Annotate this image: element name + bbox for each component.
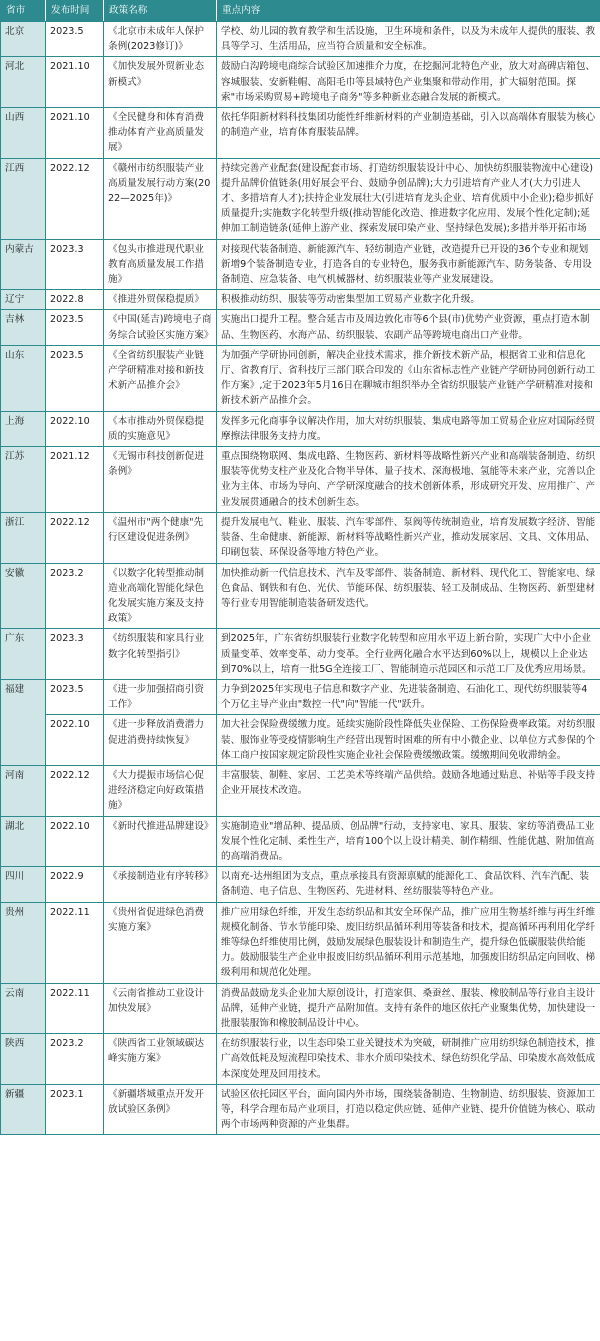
table-row — [1, 290, 600, 310]
policy-cell: 《全省纺织服装产业链产学研精准对接和新技术新产品推介会》 — [104, 345, 217, 411]
content-cell: 依托华阳新材料科技集团功能性纤维新材料的产业制造基础，引入以高端体育服装为核心的制造产业，培育体育服装品牌。 — [217, 108, 600, 159]
table-row — [1, 447, 600, 513]
content-cell: 实施出口提升工程。整合延吉市及周边敦化市等6个县(市)优势产业资源，重点打造木制品、生物医药、水海产品、纺织服装、农副产品等跨境电商出口产业带。 — [217, 310, 600, 345]
table-row — [1, 715, 600, 766]
policy-cell: 《推进外贸保稳提质》 — [104, 290, 217, 310]
policy-cell: 《进一步加强招商引资工作》 — [104, 679, 217, 714]
table-row — [1, 57, 600, 108]
content-cell: 学校、幼儿园的教育教学和生活设施，卫生环境和条件，以及为未成年人提供的服装、教具等学习、生活用品，应当符合质量和安全标准。 — [217, 22, 600, 57]
date-cell: 2021.10 — [46, 57, 104, 108]
province-cell: 四川 — [1, 867, 46, 902]
policy-cell: 《陕西省工业领域碳达峰实施方案》 — [104, 1034, 217, 1085]
date-cell: 2023.3 — [46, 629, 104, 680]
province-cell: 山西 — [1, 108, 46, 159]
policy-cell: 《本市推动外贸保稳提质的实施意见》 — [104, 411, 217, 446]
policy-cell: 《全民健身和体育消费推动体育产业高质量发展》 — [104, 108, 217, 159]
province-cell: 安徽 — [1, 563, 46, 629]
date-cell: 2023.2 — [46, 1034, 104, 1085]
table-row — [1, 867, 600, 902]
content-cell: 实施制造业"增品种、提品质、创品牌"行动，支持家电、家具、服装、家纺等消费品工业发展个性化定制、柔性生产，培育100个以上设计精美、制作精细、性能优越、附加值高的高端消费品。 — [217, 816, 600, 867]
content-cell: 在纺织服装行业，以生态印染工业关键技术为突破，研制推广应用纺织绿色制造技术，推广高效低耗及短流程印染技术、非水介质印染技术、绿色纺织化学品、印染废水高效低成本深度处理及回用技术。 — [217, 1034, 600, 1085]
table-row — [1, 22, 600, 57]
date-cell: 2022.11 — [46, 983, 104, 1034]
date-cell: 2023.5 — [46, 22, 104, 57]
table-row — [1, 345, 600, 411]
policy-cell: 《进一步释放消费潜力促进消费持续恢复》 — [104, 715, 217, 766]
province-cell: 浙江 — [1, 512, 46, 563]
policy-cell: 《无锡市科技创新促进条例》 — [104, 447, 217, 513]
province-cell: 辽宁 — [1, 290, 46, 310]
province-cell: 贵州 — [1, 902, 46, 983]
province-cell: 上海 — [1, 411, 46, 446]
policy-cell: 《承接制造业有序转移》 — [104, 867, 217, 902]
content-cell: 提升发展电气、鞋业、服装、汽车零部件、泵阀等传统制造业，培育发展数字经济、智能装备、生命健康、新能源、新材料等战略性新兴产业，推动发展家居、文具、文体用品、印刷包装、环保设备等地方特色产业。 — [217, 512, 600, 563]
table-body — [1, 22, 600, 1135]
policy-cell: 《中国(延吉)跨境电子商务综合试验区实施方案》 — [104, 310, 217, 345]
province-cell: 河北 — [1, 57, 46, 108]
date-cell: 2022.11 — [46, 902, 104, 983]
date-cell: 2023.5 — [46, 345, 104, 411]
province-cell: 云南 — [1, 983, 46, 1034]
header-policy: 政策名称 — [104, 1, 217, 22]
content-cell: 鼓励白沟跨境电商综合试验区加速推介力度，在挖掘河北特色产业，放大对高碑店箱包、容城服装、安新鞋帽、高阳毛巾等县域特色产业集聚和带动作用，扩大辐射范围。探索"市场采购贸易+跨境电子商务"等多种新业态融合发展的新模式。 — [217, 57, 600, 108]
policy-cell: 《加快发展外贸新业态新模式》 — [104, 57, 217, 108]
table-row — [1, 1084, 600, 1135]
content-cell: 消费品鼓励龙头企业加大原创设计，打造家俱、桑蚕丝、服装、橡胶制品等行业自主设计品牌，延伸产业链，提升产品附加值。支持有条件的地区依托产业聚集优势，加快建设一批服装服饰和橡胶制品设计中心。 — [217, 983, 600, 1034]
content-cell: 加大社会保险费缓缴力度。延续实施阶段性降低失业保险、工伤保险费率政策。对纺织服装、服饰业等受疫情影响生产经营出现暂时困难的所有中小微企业、以单位方式参保的个体工商户按国家规定阶段性实施企业社会保险费缓缴政策。缓缴期间免收滞纳金。 — [217, 715, 600, 766]
policy-cell: 《贵州省促进绿色消费实施方案》 — [104, 902, 217, 983]
date-cell: 2022.10 — [46, 411, 104, 446]
content-cell: 试验区依托园区平台，面向国内外市场，围绕装备制造、生物制造、纺织服装、资源加工等，科学合理布局产业项目，打造以稳定供应链、延伸产业链、提升价值链为核心、联动两个市场两种资源的产业集群。 — [217, 1084, 600, 1135]
province-cell: 福建 — [1, 679, 46, 765]
province-cell: 广东 — [1, 629, 46, 680]
table-row — [1, 512, 600, 563]
province-cell: 陕西 — [1, 1034, 46, 1085]
header-row — [1, 1, 600, 22]
header-content: 重点内容 — [217, 1, 600, 22]
date-cell: 2023.5 — [46, 679, 104, 714]
content-cell: 持续完善产业配套(建设配套市场、打造纺织服装设计中心、加快纺织服装物流中心建设)提升品牌价值链条(用好展会平台、鼓励争创品牌);大力引进培育产业人才(大力引进人才、多措培育人才);扶持企业发展壮大(引进培育龙头企业、培育优质中小企业);稳步抓好质量提升;实施数字化转型升级(推动智能化改造、推进数字化应用、发展个性化定制);延伸加工制造链条(延伸上游产业、探索发展印染产业、坚持绿色发展);多措并举开拓市场 — [217, 158, 600, 239]
policy-cell: 《以数字化转型推动制造业高端化智能化绿色化发展实施方案及支持政策》 — [104, 563, 217, 629]
date-cell: 2023.2 — [46, 563, 104, 629]
content-cell: 推广应用绿色纤维，开发生态纺织品和其安全环保产品，推广应用生物基纤维与再生纤维规模化制备、节水节能印染、废旧纺织品循环利用等装备和技术，提高循环再利用化学纤维等绿色纤维使用比例，鼓励发展绿色服装设计和制造生产，提升绿色低碳服装供给能力。鼓励服装生产企业申报废旧纺织品循环利用示范基地，加强废旧纺织品定向回收、梯级利用和规范化处理。 — [217, 902, 600, 983]
date-cell: 2022.12 — [46, 512, 104, 563]
date-cell: 2023.5 — [46, 310, 104, 345]
policy-cell: 《云南省推动工业设计加快发展》 — [104, 983, 217, 1034]
content-cell: 发挥多元化商事争议解决作用，加大对纺织服装、集成电路等加工贸易企业应对国际经贸摩擦法律服务支持力度。 — [217, 411, 600, 446]
table-row — [1, 563, 600, 629]
content-cell: 积极推动纺织、服装等劳动密集型加工贸易产业数字化升级。 — [217, 290, 600, 310]
date-cell: 2022.9 — [46, 867, 104, 902]
date-cell: 2022.8 — [46, 290, 104, 310]
province-cell: 江西 — [1, 158, 46, 239]
table-row — [1, 310, 600, 345]
content-cell: 加快推动新一代信息技术、汽车及零部件、装备制造、新材料、现代化工、智能家电、绿色食品、钢铁和有色、光伏、节能环保、纺织服装、轻工及制成品、生物医药、新型建材等行业专用智能制造装备研发迭代。 — [217, 563, 600, 629]
province-cell: 北京 — [1, 22, 46, 57]
date-cell: 2022.12 — [46, 158, 104, 239]
table-row — [1, 1034, 600, 1085]
table-row — [1, 239, 600, 290]
date-cell: 2021.10 — [46, 108, 104, 159]
content-cell: 丰富服装、制鞋、家居、工艺美术等终端产品供给。鼓励各地通过贴息、补贴等手段支持企业开展技术改造。 — [217, 765, 600, 816]
date-cell: 2022.10 — [46, 715, 104, 766]
province-cell: 吉林 — [1, 310, 46, 345]
date-cell: 2023.1 — [46, 1084, 104, 1135]
content-cell: 到2025年，广东省纺织服装行业数字化转型和应用水平迈上新台阶，实现广大中小企业质量变革、效率变革、动力变革。全行业两化融合水平达到60%以上，规模以上企业达到70%以上，培育一批5G全连接工厂、智能制造示范园区和示范工厂及优秀应用场景。 — [217, 629, 600, 680]
date-cell: 2022.10 — [46, 816, 104, 867]
date-cell: 2021.12 — [46, 447, 104, 513]
policy-cell: 《大力提振市场信心促进经济稳定向好政策措施》 — [104, 765, 217, 816]
table-row — [1, 902, 600, 983]
header-date: 发布时间 — [46, 1, 104, 22]
province-cell: 湖北 — [1, 816, 46, 867]
policy-cell: 《包头市推进现代职业教育高质量发展工作措施》 — [104, 239, 217, 290]
policy-cell: 《纺织服装和家具行业数字化转型指引》 — [104, 629, 217, 680]
province-cell: 内蒙古 — [1, 239, 46, 290]
header-province: 省市 — [1, 1, 46, 22]
province-cell: 山东 — [1, 345, 46, 411]
content-cell: 力争到2025年实现电子信息和数字产业、先进装备制造、石油化工、现代纺织服装等4个万亿主导产业由"数控一代"向"智能一代"跃升。 — [217, 679, 600, 714]
policy-cell: 《赣州市纺织服装产业高质量发展行动方案(2022—2025年)》 — [104, 158, 217, 239]
content-cell: 重点围绕物联网、集成电路、生物医药、新材料等战略性新兴产业和高端装备制造、纺织服装等优势支柱产业及化合物半导体、量子技术、深海极地、氢能等未来产业，完善以企业为主体、市场为导向、产学研深度融合的技术创新体系，形成研究开发、应用推广、产业发展贯通融合的技术创新生态。 — [217, 447, 600, 513]
content-cell: 对接现代装备制造、新能源汽车、轻纺制造产业链，改造提升已开设的36个专业和规划新增9个装备制造专业，打造各自的专业特色，服务我市新能源汽车、防务装备、专用设备制造、应急装备、电气机械器材、纺织服装业等产业发展建设。 — [217, 239, 600, 290]
province-cell: 新疆 — [1, 1084, 46, 1135]
province-cell: 江苏 — [1, 447, 46, 513]
policy-cell: 《北京市未成年人保护条例(2023修订)》 — [104, 22, 217, 57]
table-row — [1, 108, 600, 159]
policy-cell: 《新疆塔城重点开发开放试验区条例》 — [104, 1084, 217, 1135]
content-cell: 为加强产学研协同创新，解决企业技术需求，推介新技术新产品，根据省工业和信息化厅、省教育厅、省科技厅三部门联合印发的《山东省标志性产业链产学研协同创新行动工作方案》,定于2023年5月16日在聊城市组织举办全省纺织服装产业链产学研精准对接和新技术新产品推介会。 — [217, 345, 600, 411]
table-row — [1, 411, 600, 446]
table-row — [1, 679, 600, 714]
date-cell: 2022.12 — [46, 765, 104, 816]
table-row — [1, 816, 600, 867]
province-cell: 河南 — [1, 765, 46, 816]
table-row — [1, 158, 600, 239]
table-row — [1, 983, 600, 1034]
content-cell: 以南充-达州组团为支点，重点承接具有资源禀赋的能源化工、食品饮料、汽车汽配、装备制造、电子信息、生物医药、先进材料、丝纺服装等特色产业。 — [217, 867, 600, 902]
table-row — [1, 629, 600, 680]
date-cell: 2023.3 — [46, 239, 104, 290]
table-row — [1, 765, 600, 816]
policy-cell: 《新时代推进品牌建设》 — [104, 816, 217, 867]
policy-cell: 《温州市"两个健康"先行区建设促进条例》 — [104, 512, 217, 563]
